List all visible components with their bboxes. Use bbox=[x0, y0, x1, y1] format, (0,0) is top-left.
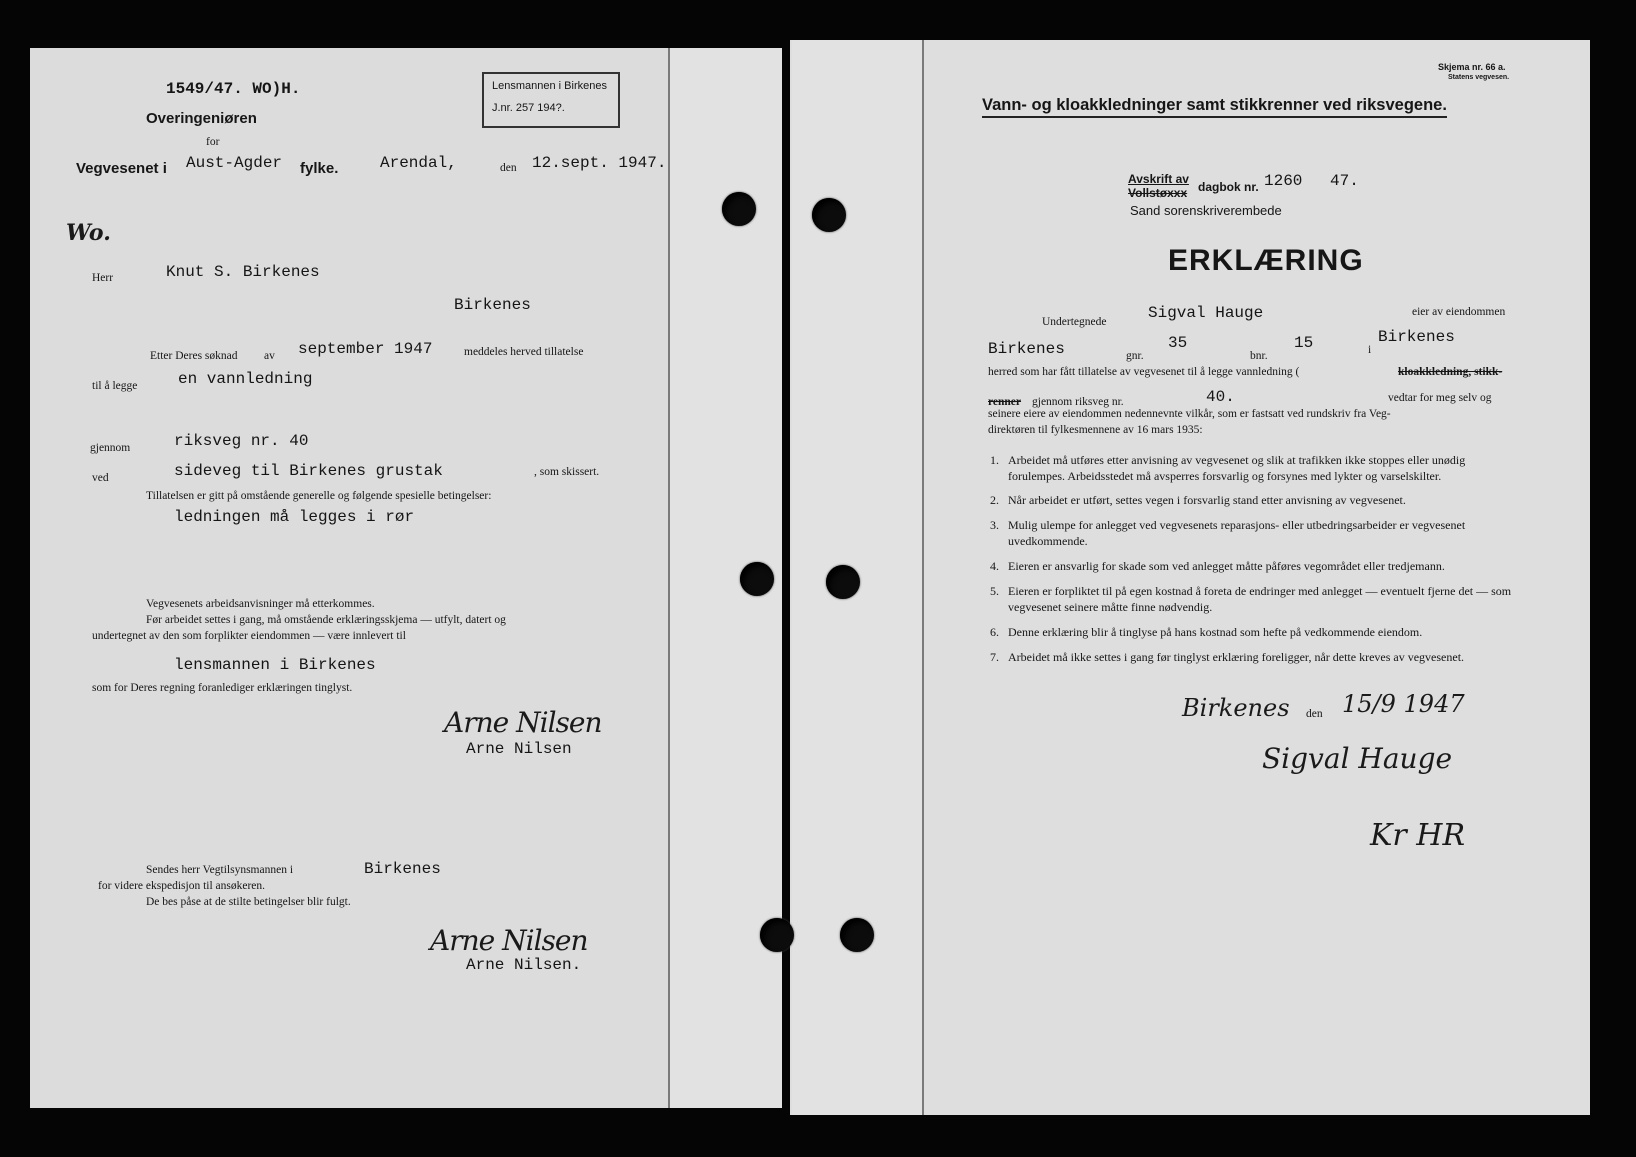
etter-label: Etter Deres søknad bbox=[150, 350, 238, 362]
condition-item bbox=[990, 558, 1525, 574]
condition-text: Når arbeidet er utført, settes vegen i forsvarlig stand etter anvisning av vegvesenet. bbox=[1008, 493, 1406, 507]
condition-item bbox=[990, 583, 1525, 615]
form-number: Skjema nr. 66 a. bbox=[1438, 62, 1506, 72]
gjennom-text: gjennom riksveg nr. bbox=[1032, 396, 1124, 408]
stamp-line-1: Lensmannen i Birkenes bbox=[492, 80, 607, 92]
owner-name: Sigval Hauge bbox=[1148, 304, 1264, 322]
reference-number: 1549/47. WO)H. bbox=[166, 80, 301, 98]
handwritten-sign-place: Birkenes bbox=[1182, 694, 1290, 722]
condition-text: Eieren er ansvarlig for skade som ved anlegget måtte påføres vegområdet eller tredjemann. bbox=[1008, 559, 1445, 573]
form-organization: Statens vegvesen. bbox=[1448, 74, 1510, 81]
handwritten-initials: Wo. bbox=[66, 220, 111, 246]
for-label: for bbox=[206, 136, 220, 148]
fylke-label: fylke. bbox=[300, 160, 339, 177]
office-name: Sand sorenskriverembede bbox=[1130, 203, 1282, 218]
gnr-value: 35 bbox=[1168, 334, 1188, 352]
instruction-4: som for Deres regning foranlediger erklæringen tinglyst. bbox=[92, 682, 353, 694]
form-title: Vann- og kloakkledninger samt stikkrenner ved riksvegene. bbox=[982, 96, 1447, 118]
handwritten-signature-2: Arne Nilsen bbox=[430, 924, 588, 957]
signer-name-1: Arne Nilsen bbox=[466, 740, 572, 758]
recipient-name: Knut S. Birkenes bbox=[166, 263, 320, 281]
office-title: Overingeniøren bbox=[146, 110, 257, 127]
handwritten-sign-date: 15/9 1947 bbox=[1342, 690, 1465, 718]
sendes-text: Sendes herr Vegtilsynsmannen i bbox=[146, 864, 294, 876]
condition-text: Denne erklæring blir å tinglyse på hans kostnad som hefte på vedkommende eiendom. bbox=[1008, 625, 1423, 639]
recipient-place: Birkenes bbox=[454, 296, 531, 314]
avskrift-struck: Vollstøxxx bbox=[1128, 186, 1188, 200]
stamp-line-2: J.nr. 257 194?. bbox=[492, 102, 565, 114]
dagbok-label: dagbok nr. bbox=[1198, 180, 1259, 194]
av-label: av bbox=[264, 350, 275, 362]
herr-label: Herr bbox=[92, 272, 114, 284]
condition-number: 2. bbox=[990, 493, 999, 507]
declaration-heading: ERKLÆRING bbox=[1168, 244, 1364, 277]
condition-number: 7. bbox=[990, 650, 999, 664]
meddeles-text: meddeles herved tillatelse bbox=[464, 346, 584, 358]
place-value: Arendal, bbox=[380, 154, 457, 172]
special-condition: ledningen må legges i rør bbox=[174, 508, 415, 526]
condition-text: Arbeidet må ikke settes i gang før tinglyst erklæring foreligger, når dette kreves av vegvesenet. bbox=[1008, 650, 1465, 664]
instruction-3: undertegnet av den som forplikter eiendommen — være innlevert til bbox=[92, 630, 406, 642]
eier-label: eier av eiendommen bbox=[1412, 306, 1506, 318]
gnr-label: gnr. bbox=[1126, 350, 1144, 362]
handwritten-signature-owner: Sigval Hauge bbox=[1262, 742, 1453, 775]
instruction-2: Før arbeidet settes i gang, må omstående erklæringsskjema — utfylt, datert og bbox=[146, 614, 506, 626]
ved-value: sideveg til Birkenes grustak bbox=[174, 462, 443, 480]
condition-item bbox=[990, 492, 1525, 508]
den-label: den bbox=[500, 162, 517, 174]
letter-date: 12.sept. 1947. bbox=[532, 154, 667, 172]
handwritten-initials-right: Kr HR bbox=[1370, 818, 1466, 853]
condition-item bbox=[990, 517, 1525, 549]
road-value: riksveg nr. 40 bbox=[174, 432, 309, 450]
bnr-label: bnr. bbox=[1250, 350, 1268, 362]
binder-hole bbox=[840, 918, 874, 952]
binder-hole bbox=[760, 918, 794, 952]
bes-text: De bes påse at de stilte betingelser blir fulgt. bbox=[146, 896, 351, 908]
avskrift-label: Avskrift av bbox=[1128, 172, 1189, 186]
condition-number: 3. bbox=[990, 518, 999, 532]
binder-hole bbox=[812, 198, 846, 232]
department-label: Vegvesenet i bbox=[76, 160, 167, 177]
municipality-value: Birkenes bbox=[1378, 328, 1455, 346]
body-line-2: direktøren til fylkesmennene av 16 mars 1935: bbox=[988, 424, 1203, 436]
county-value: Aust-Agder bbox=[186, 154, 283, 172]
videre-text: for videre ekspedisjon til ansøkeren. bbox=[98, 880, 266, 892]
conditions-intro: Tillatelsen er gitt på omstående generelle og følgende spesielle betingelser: bbox=[146, 490, 492, 502]
property-name: Birkenes bbox=[988, 340, 1065, 358]
conditions-list bbox=[990, 452, 1525, 665]
undertegnede-label: Undertegnede bbox=[1042, 316, 1107, 328]
condition-text: Mulig ulempe for anlegget ved vegvesenets reparasjons- eller utbedringsarbeider er vegvesenet uvedkommende. bbox=[1008, 518, 1466, 548]
binder-hole bbox=[740, 562, 774, 596]
gjennom-label: gjennom bbox=[90, 442, 131, 454]
handwritten-signature-1: Arne Nilsen bbox=[444, 706, 602, 739]
condition-item bbox=[990, 452, 1525, 484]
den-label-right: den bbox=[1306, 708, 1323, 720]
road-number: 40. bbox=[1206, 388, 1235, 406]
condition-number: 4. bbox=[990, 559, 999, 573]
herred-text: herred som har fått tillatelse av vegvesenet til å legge vannledning ( bbox=[988, 366, 1300, 378]
sendes-place: Birkenes bbox=[364, 860, 441, 878]
dagbok-year: 47. bbox=[1330, 172, 1359, 190]
i-label: i bbox=[1368, 344, 1372, 356]
dagbok-number: 1260 bbox=[1264, 172, 1303, 190]
condition-number: 6. bbox=[990, 625, 999, 639]
ved-label: ved bbox=[92, 472, 109, 484]
instruction-1: Vegvesenets arbeidsanvisninger må etterkommes. bbox=[146, 598, 375, 610]
condition-item bbox=[990, 649, 1525, 665]
herred-struck: kloakkledning, stikk- bbox=[1398, 366, 1503, 378]
object-value: en vannledning bbox=[178, 370, 313, 388]
binder-hole bbox=[722, 192, 756, 226]
condition-number: 5. bbox=[990, 584, 999, 598]
som-skissert-text: , som skissert. bbox=[534, 466, 600, 478]
condition-item bbox=[990, 624, 1525, 640]
vedtar-text: vedtar for meg selv og bbox=[1388, 392, 1492, 404]
til-legge-label: til å legge bbox=[92, 380, 138, 392]
condition-text: Eieren er forpliktet til på egen kostnad å foreta de endringer med anlegget — eventuelt fjerne det — som vegvesenet seinere måtte finne nødvendig. bbox=[1008, 584, 1512, 614]
renner-struck: renner bbox=[988, 396, 1022, 408]
signer-name-2: Arne Nilsen. bbox=[466, 956, 582, 974]
bnr-value: 15 bbox=[1294, 334, 1314, 352]
application-date: september 1947 bbox=[298, 340, 433, 358]
body-line-1: seinere eiere av eiendommen nedennevnte vilkår, som er fastsatt ved rundskriv fra Veg- bbox=[988, 408, 1391, 420]
binder-hole bbox=[826, 565, 860, 599]
submit-to-value: lensmannen i Birkenes bbox=[174, 656, 376, 674]
receipt-stamp bbox=[482, 72, 620, 128]
condition-text: Arbeidet må utføres etter anvisning av vegvesenet og slik at trafikken ikke stoppes eller unødig forulempes. Arbeidsstedet må avsperres forsvarlig og forsynes med lykter og varselskilter. bbox=[1008, 453, 1466, 483]
condition-number: 1. bbox=[990, 453, 999, 467]
